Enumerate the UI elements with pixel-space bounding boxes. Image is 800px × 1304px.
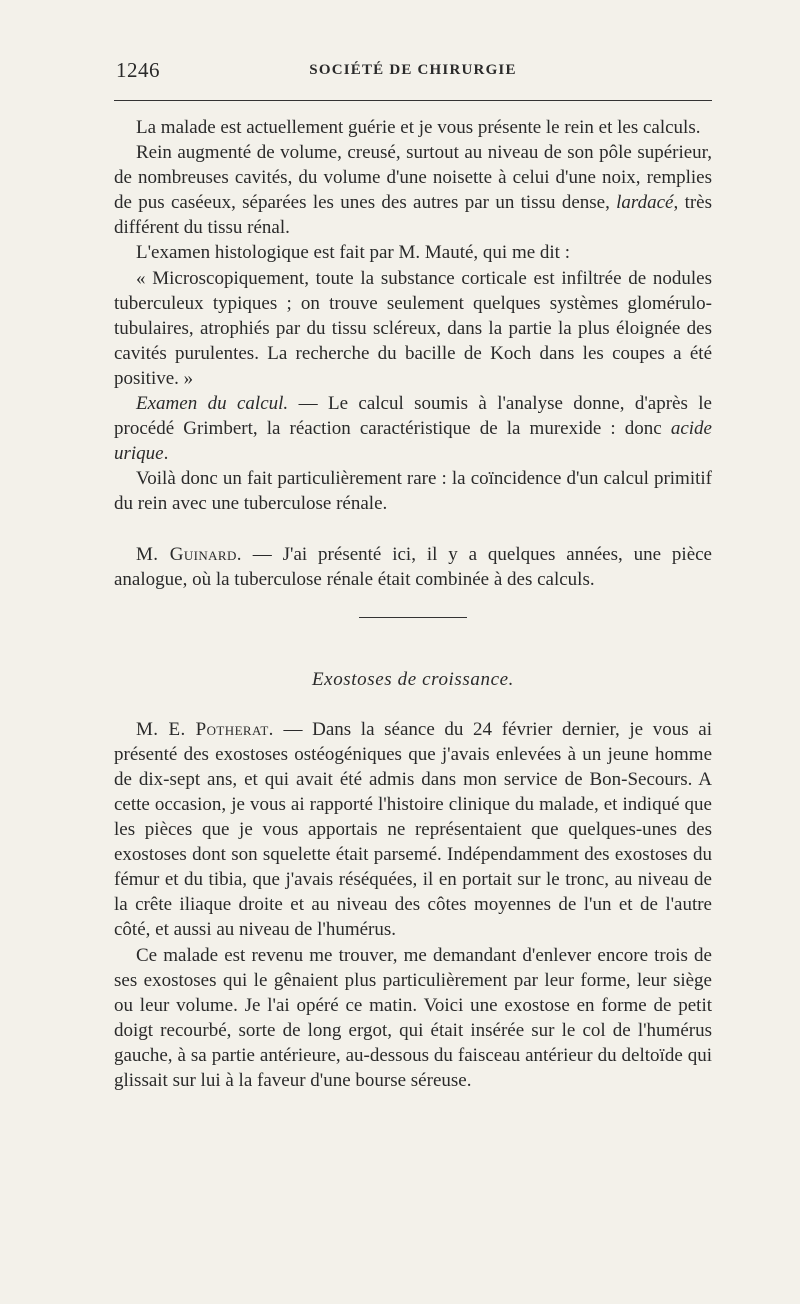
paragraph-5-emphasis: acide urique [114, 418, 712, 465]
running-title: SOCIÉTÉ DE CHIRURGIE [309, 62, 517, 78]
page-header [114, 58, 712, 88]
paragraph-8-text: — Dans la séance du 24 février dernier, je vous ai présenté des exostoses ostéogéniques que j'avais enlevées à un jeune homme de dix-sept ans, et qui avait été admis dans mon service de Bon-Secours. A cette occasion, je vous ai rapporté l'histoire clinique du malade, et indiqué que les pièces que je vous apportais ne représentaient que quelques-unes des exostoses dont son squelette était parsemé. Indépendamment des exostoses du fémur et du tibia, que j'avais réséquées, il en portait sur le tronc, au niveau de la crête iliaque droite et au niveau des côtes moyennes de l'un et de l'autre côté, et aussi au niveau de l'humérus. [114, 718, 712, 941]
page-number: 1246 [116, 58, 160, 82]
paragraph-3: L'examen histologique est fait par M. Mauté, qui me dit : [136, 242, 570, 264]
section-separator [359, 617, 467, 618]
paragraph-5 [114, 391, 712, 466]
paragraph-2 [114, 140, 712, 240]
paragraph-4-quote: « Microscopiquement, toute la substance corticale est infiltrée de nodules tuberculeux typiques ; on trouve seulement quelques systèmes glomérulo-tubulaires, atrophiés par du tissu scléreux, dans la partie la plus éloignée des cavités purulentes. La recherche du bacille de Koch dans les coupes a été positive. » [114, 267, 712, 389]
paragraph-1: La malade est actuellement guérie et je vous présente le rein et les calculs. [136, 117, 701, 138]
paragraph-8 [114, 717, 712, 943]
paragraph-6: Voilà donc un fait particulièrement rare : la coïncidence d'un calcul primitif du rein avec une tuberculose rénale. [114, 468, 712, 515]
speaker-guinard: M. Guinard. [136, 543, 242, 565]
paragraph-7 [114, 542, 712, 592]
paragraph-7-text: — J'ai présenté ici, il y a quelques années, une pièce analogue, où la tuberculose rénale était combinée à des calculs. [114, 543, 712, 590]
paragraph-2-emphasis: lardacé [616, 192, 674, 214]
section-title: Exostoses de croissance. [311, 668, 515, 690]
paragraph-2-text-c: , très différent du tissu rénal. [114, 192, 713, 239]
paragraph-2-text-a: Rein augmenté de volume, creusé, surtout au niveau de son pôle supérieur, de nombreuses cavités, du volume d'une noisette à celui d'une noix, remplies de pus caséeux, séparées les unes des autres par un tissu dense, [114, 142, 712, 214]
paragraph-5-text-b: — Le calcul soumis à l'analyse donne, d'après le procédé Grimbert, la réaction caractéristique de la murexide : donc [114, 393, 712, 440]
paragraph-5-text-d: . [163, 443, 169, 465]
speaker-potherat: M. E. Potherat. [136, 718, 274, 740]
paragraph-5-lead: Examen du calcul. [136, 393, 289, 415]
header-rule [114, 100, 712, 101]
paragraph-9: Ce malade est revenu me trouver, me demandant d'enlever encore trois de ses exostoses qui le gênaient plus particulièrement par leur forme, leur siège ou leur volume. Je l'ai opéré ce matin. Voici une exostose en forme de petit doigt recourbé, sorte de long ergot, qui était insérée sur le col de l'humérus gauche, à sa partie antérieure, au-dessous du faisceau antérieur du deltoïde qui glissait sur lui à la faveur d'une bourse séreuse. [114, 944, 712, 1091]
body-text [114, 115, 712, 1093]
